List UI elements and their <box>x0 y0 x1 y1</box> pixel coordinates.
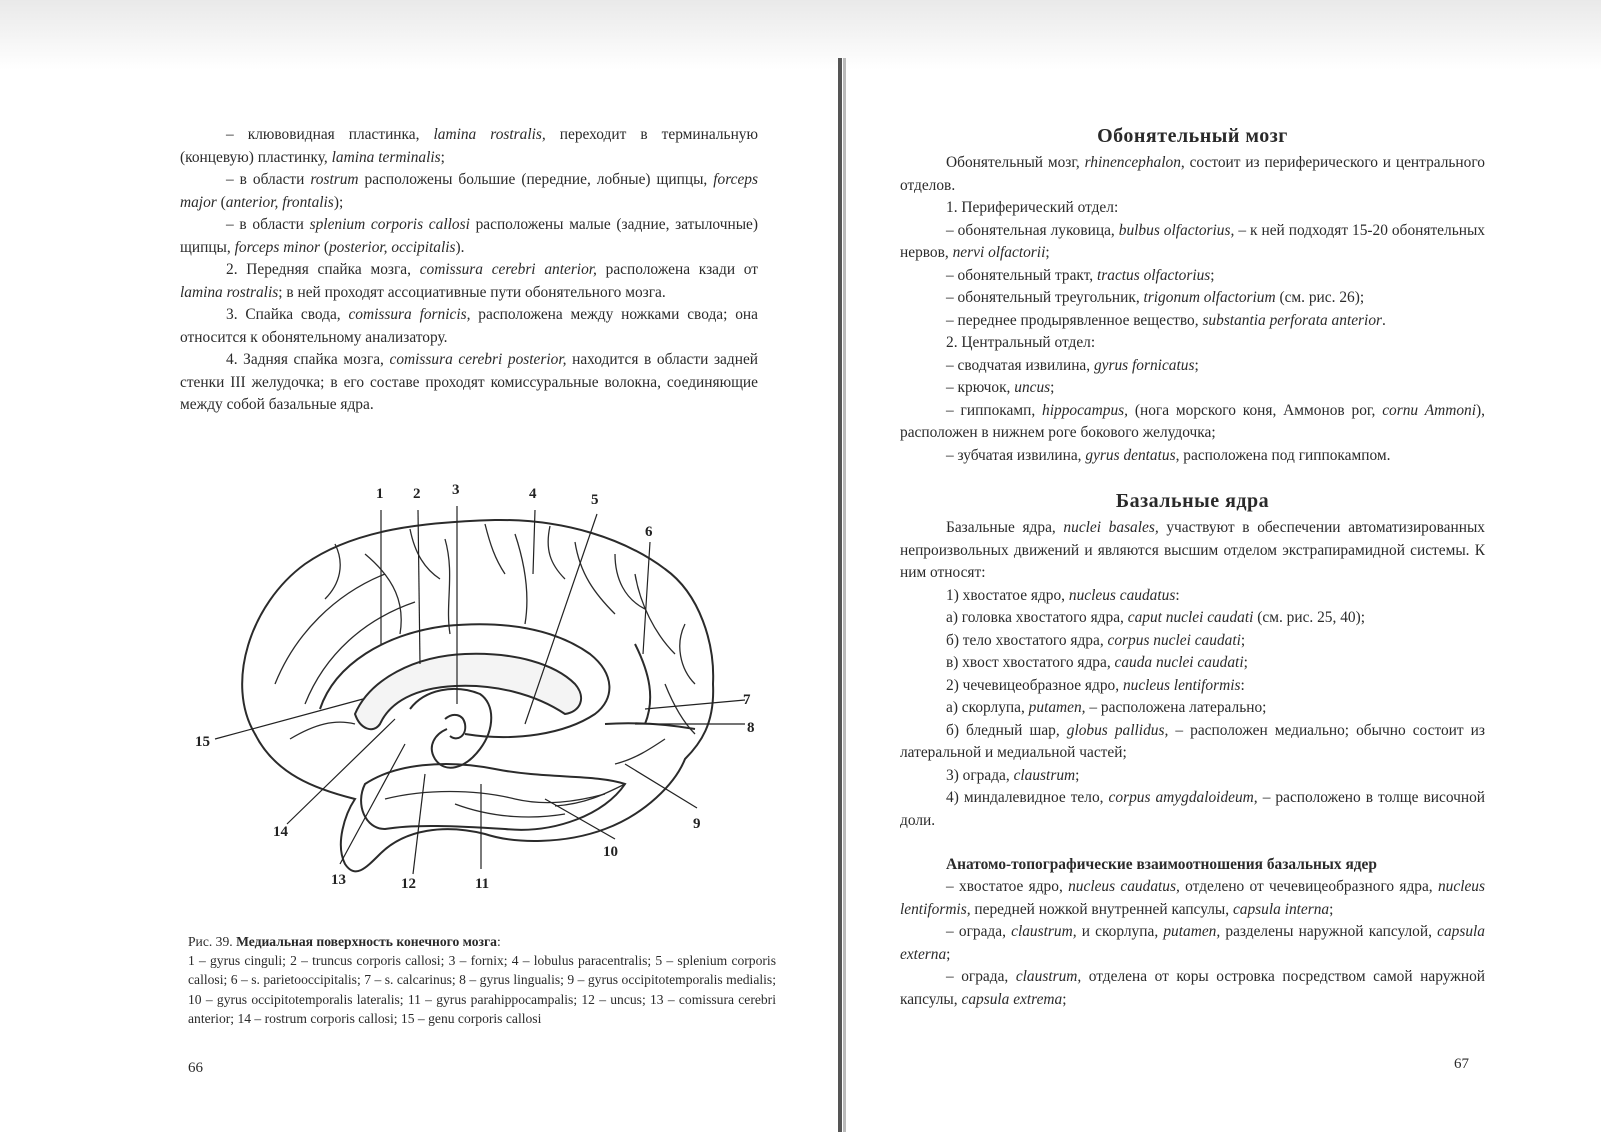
corpus-callosum <box>355 654 581 729</box>
heading-topography: Анатомо-топографические взаимоотношения базальных ядер <box>946 856 1377 873</box>
paragraph <box>900 720 1485 765</box>
text-run: участвуют в обеспечении автоматизированных непроизвольных движений и являются высшим отделом экстрапирамидной системы. К ним относят: <box>900 519 1485 581</box>
text-run: переходит в терминальную (концевую) пластинку, <box>180 126 758 166</box>
latin-term: capsula interna <box>1232 900 1330 918</box>
text-run: расположена между ножками свода; она относится к обонятельному анализатору. <box>180 306 758 346</box>
text-run: разделены наружной капсулой, <box>1220 923 1438 940</box>
latin-term: rostrum <box>310 171 359 188</box>
text-run: передней ножкой внутренней капсулы, <box>970 900 1233 918</box>
text-run: ); <box>333 193 344 211</box>
latin-term: uncus <box>1014 379 1051 396</box>
page-number-right: 67 <box>1454 1056 1469 1072</box>
text-run: 3. Спайка свода, <box>226 306 349 323</box>
paragraph <box>180 349 758 417</box>
latin-term: nucleus caudatus, <box>1068 878 1180 895</box>
figure-label-12: 12 <box>401 876 416 892</box>
latin-term: nucleus lentiformis, <box>900 878 1485 918</box>
text-run: отделена от коры островка посредством самой наружной капсулы, <box>900 968 1486 1008</box>
latin-term: corpus amygdaloideum, <box>1108 789 1258 806</box>
paragraph <box>900 697 1485 720</box>
latin-term: trigonum olfactorium <box>1143 289 1276 306</box>
paragraph <box>900 220 1485 265</box>
left-page-text <box>180 124 758 417</box>
latin-term: anterior, frontalis <box>225 193 334 211</box>
latin-term: capsula externa <box>900 923 1486 963</box>
paragraph <box>900 152 1485 197</box>
text-run: – ограда, <box>946 923 1012 940</box>
latin-term: hippocampus, <box>1042 401 1128 419</box>
paragraph <box>900 675 1485 698</box>
latin-term: nucleus caudatus <box>1068 586 1176 604</box>
text-run: ; <box>1075 766 1080 784</box>
paragraph <box>900 355 1485 378</box>
latin-term: nuclei basales, <box>1063 519 1159 536</box>
latin-term: splenium corporis callosi <box>309 216 470 233</box>
latin-term: claustrum, <box>1011 923 1077 940</box>
latin-term: comissura cerebri posterior, <box>389 351 567 368</box>
figure-label-4: 4 <box>529 486 537 502</box>
text-run: расположены малые (задние, затылочные) щипцы, <box>180 216 759 256</box>
figure-label-13: 13 <box>331 872 346 888</box>
text-run: и скорлупа, <box>1076 923 1164 940</box>
page-number-left: 66 <box>188 1060 203 1076</box>
text-run: ( <box>319 238 329 256</box>
paragraph <box>900 197 1485 220</box>
caption-body: 1 – gyrus cinguli; 2 – truncus corporis callosi; 3 – fornix; 4 – lobulus paracentralis; 5 – splenium corporis callosi; 6 – s. parietooccipitalis; 7 – s. calcarinus; 8 – gyrus lingualis; 9 – gyrus occipitotemporalis medialis; 10 – gyrus occipitotemporalis lateralis; 11 – gyrus parahippocampalis; 12 – uncus; 13 – comissura cerebri anterior; 14 – rostrum corporis callosi; 15 – genu corporis callosi <box>188 953 776 1026</box>
text-run: – обонятельный треугольник, <box>946 289 1144 306</box>
text-run: б) тело хвостатого ядра, <box>946 631 1108 649</box>
figure-label-6: 6 <box>645 524 653 540</box>
text-run: – в области <box>226 216 310 233</box>
text-run: – крючок, <box>946 379 1015 396</box>
paragraph <box>900 445 1485 468</box>
paragraph <box>180 259 758 304</box>
latin-term: gyrus fornicatus <box>1093 356 1195 374</box>
text-run: 1. Периферический отдел: <box>946 199 1119 216</box>
latin-term: putamen, <box>1028 699 1086 716</box>
latin-term: nervi olfactorii <box>952 244 1046 261</box>
text-run: 2. Центральный отдел: <box>946 334 1096 351</box>
text-run: 2. Передняя спайка мозга, <box>226 261 420 278</box>
latin-term: corpus nuclei caudati <box>1107 631 1241 649</box>
latin-term: rhinencephalon <box>1084 154 1181 171</box>
basal-nuclei-section <box>900 517 1485 832</box>
text-run: – обонятельный тракт, <box>946 266 1097 284</box>
text-run: в) хвост хвостатого ядра, <box>946 654 1115 671</box>
text-run: 3) ограда, <box>946 766 1014 784</box>
text-run: ; <box>1210 266 1215 284</box>
text-run: – обонятельная луковица, <box>946 221 1119 239</box>
olfactory-section <box>900 152 1485 467</box>
text-run: – расположено в толще височной доли. <box>900 789 1486 829</box>
book-gutter <box>838 58 842 1132</box>
text-run: ; <box>1329 900 1334 918</box>
text-run: Обонятельный мозг, <box>946 154 1085 171</box>
text-run: : <box>1240 676 1245 694</box>
text-run: ; в ней проходят ассоциативные пути обонятельного мозга. <box>278 283 666 301</box>
latin-term: claustrum <box>1013 766 1076 784</box>
text-run: б) бледный шар, <box>946 721 1067 739</box>
paragraph <box>180 214 758 259</box>
paragraph <box>900 765 1485 788</box>
text-run: – клювовидная пластинка, <box>226 126 434 143</box>
figure-label-5: 5 <box>591 492 599 508</box>
paragraph <box>900 400 1485 445</box>
paragraph <box>900 652 1485 675</box>
text-run: 4. Задняя спайка мозга, <box>226 351 390 368</box>
text-run: (см. рис. 25, 40); <box>1253 609 1365 626</box>
latin-term: claustrum, <box>1015 968 1082 985</box>
text-run: отделено от чечевицеобразного ядра, <box>1179 878 1438 895</box>
latin-term: nucleus lentiformis <box>1122 676 1241 694</box>
latin-term: cauda nuclei caudati <box>1114 654 1244 671</box>
figure-label-9: 9 <box>693 816 701 832</box>
paragraph <box>900 630 1485 653</box>
latin-term: lamina rostralis <box>180 283 279 301</box>
text-run: 2) чечевицеобразное ядро, <box>946 676 1123 694</box>
text-run: ; <box>1062 990 1067 1008</box>
text-run: ; <box>1243 654 1248 671</box>
text-run: – хвостатое ядро, <box>946 878 1069 895</box>
figure-caption <box>188 932 776 1028</box>
latin-term: forceps major <box>180 171 758 211</box>
heading-olfactory-brain: Обонятельный мозг <box>1097 125 1288 147</box>
text-run: – сводчатая извилина, <box>946 356 1094 374</box>
text-run: , состоит из периферического и центрального отделов. <box>900 154 1485 194</box>
latin-term: bulbus olfactorius, <box>1118 221 1235 239</box>
figure-label-14: 14 <box>273 824 288 840</box>
figure-label-10: 10 <box>603 844 618 860</box>
paragraph <box>900 377 1485 400</box>
paragraph <box>900 787 1485 832</box>
fornix <box>410 689 491 768</box>
figure-label-11: 11 <box>475 876 490 892</box>
right-page-text <box>900 122 1485 1011</box>
text-run: – ограда, <box>946 968 1016 985</box>
paragraph <box>900 607 1485 630</box>
text-run: , расположена под гиппокампом. <box>1175 446 1391 464</box>
latin-term: globus pallidus, <box>1066 721 1169 739</box>
text-run: – переднее продырявленное вещество, <box>946 311 1203 329</box>
text-run: ), расположен в нижнем роге бокового желудочка; <box>900 401 1485 441</box>
text-run: расположены большие (передние, лобные) щипцы, <box>358 171 714 188</box>
figure-label-15: 15 <box>195 734 210 750</box>
text-run: а) головка хвостатого ядра, <box>946 609 1128 626</box>
text-run: ; <box>440 148 445 166</box>
latin-term: comissura fornicis, <box>348 306 471 323</box>
paragraph <box>900 310 1485 333</box>
text-run: ). <box>455 238 465 256</box>
text-run: – гиппокамп, <box>946 401 1043 419</box>
paragraph <box>900 966 1485 1011</box>
text-run: (см. рис. 26); <box>1275 289 1365 306</box>
latin-term: posterior, occipitalis <box>328 238 456 256</box>
paragraph <box>180 124 758 169</box>
text-run: 1) хвостатое ядро, <box>946 586 1069 604</box>
latin-term: cornu Ammoni <box>1382 401 1477 419</box>
paragraph <box>180 304 758 349</box>
topography-section <box>900 876 1485 1011</box>
text-run: – к ней подходят 15-20 обонятельных нервов, <box>900 221 1485 261</box>
paragraph <box>900 287 1485 310</box>
text-run: находится в области задней стенки III желудочка; в его составе проходят комиссуральные волокна, соединяющие между собой базальные ядра. <box>180 351 759 413</box>
right-page <box>846 0 1601 1132</box>
text-run: ; <box>1050 379 1055 396</box>
paragraph <box>900 585 1485 608</box>
text-run: – расположена латерально; <box>1085 699 1267 716</box>
paragraph <box>900 921 1485 966</box>
latin-term: putamen, <box>1163 923 1221 940</box>
latin-term: forceps minor <box>234 238 320 256</box>
paragraph <box>900 265 1485 288</box>
text-run: ; <box>1240 631 1246 649</box>
text-run: расположена кзади от <box>596 261 759 278</box>
latin-term: tractus olfactorius <box>1096 266 1211 284</box>
text-run: . <box>1382 311 1386 329</box>
text-run: ( <box>216 193 226 211</box>
latin-term: capsula extrema <box>961 990 1063 1008</box>
text-run: Базальные ядра, <box>946 519 1064 536</box>
heading-basal-nuclei: Базальные ядра <box>1115 490 1270 512</box>
text-run: : <box>1175 586 1180 604</box>
latin-term: gyrus dentatus <box>1085 446 1176 464</box>
text-run: – расположен медиально; обычно состоит из латеральной и медиальной частей; <box>900 721 1486 761</box>
text-run: – зубчатая извилина, <box>946 446 1086 464</box>
caption-title: Медиальная поверхность конечного мозга <box>236 934 497 949</box>
text-run: (нога морского коня, Аммонов рог, <box>1127 401 1383 419</box>
brain-medial-figure <box>195 484 795 914</box>
latin-term: lamina terminalis <box>331 148 441 166</box>
latin-term: substantia perforata anterior <box>1202 311 1383 329</box>
figure-label-1: 1 <box>376 486 384 502</box>
paragraph <box>900 517 1485 585</box>
temporal-lobe <box>361 764 625 830</box>
text-run: ; <box>1194 356 1199 374</box>
paragraph <box>900 876 1485 921</box>
latin-term: lamina rostralis, <box>433 126 546 143</box>
paragraph <box>900 332 1485 355</box>
text-run: 4) миндалевидное тело, <box>946 789 1109 806</box>
caption-prefix: Рис. 39. <box>188 934 237 949</box>
text-run: – в области <box>226 171 311 188</box>
latin-term: comissura cerebri anterior, <box>419 261 597 278</box>
figure-label-7: 7 <box>743 692 751 708</box>
figure-label-8: 8 <box>747 720 755 736</box>
latin-term: caput nuclei caudati <box>1127 609 1254 626</box>
figure-label-2: 2 <box>413 486 421 502</box>
text-run: ; <box>946 945 951 963</box>
paragraph <box>180 169 758 214</box>
text-run: а) скорлупа, <box>946 699 1029 716</box>
figure-label-3: 3 <box>452 484 460 498</box>
caption-colon: : <box>496 934 501 949</box>
text-run: ; <box>1045 244 1050 261</box>
brain-outline <box>242 520 713 871</box>
